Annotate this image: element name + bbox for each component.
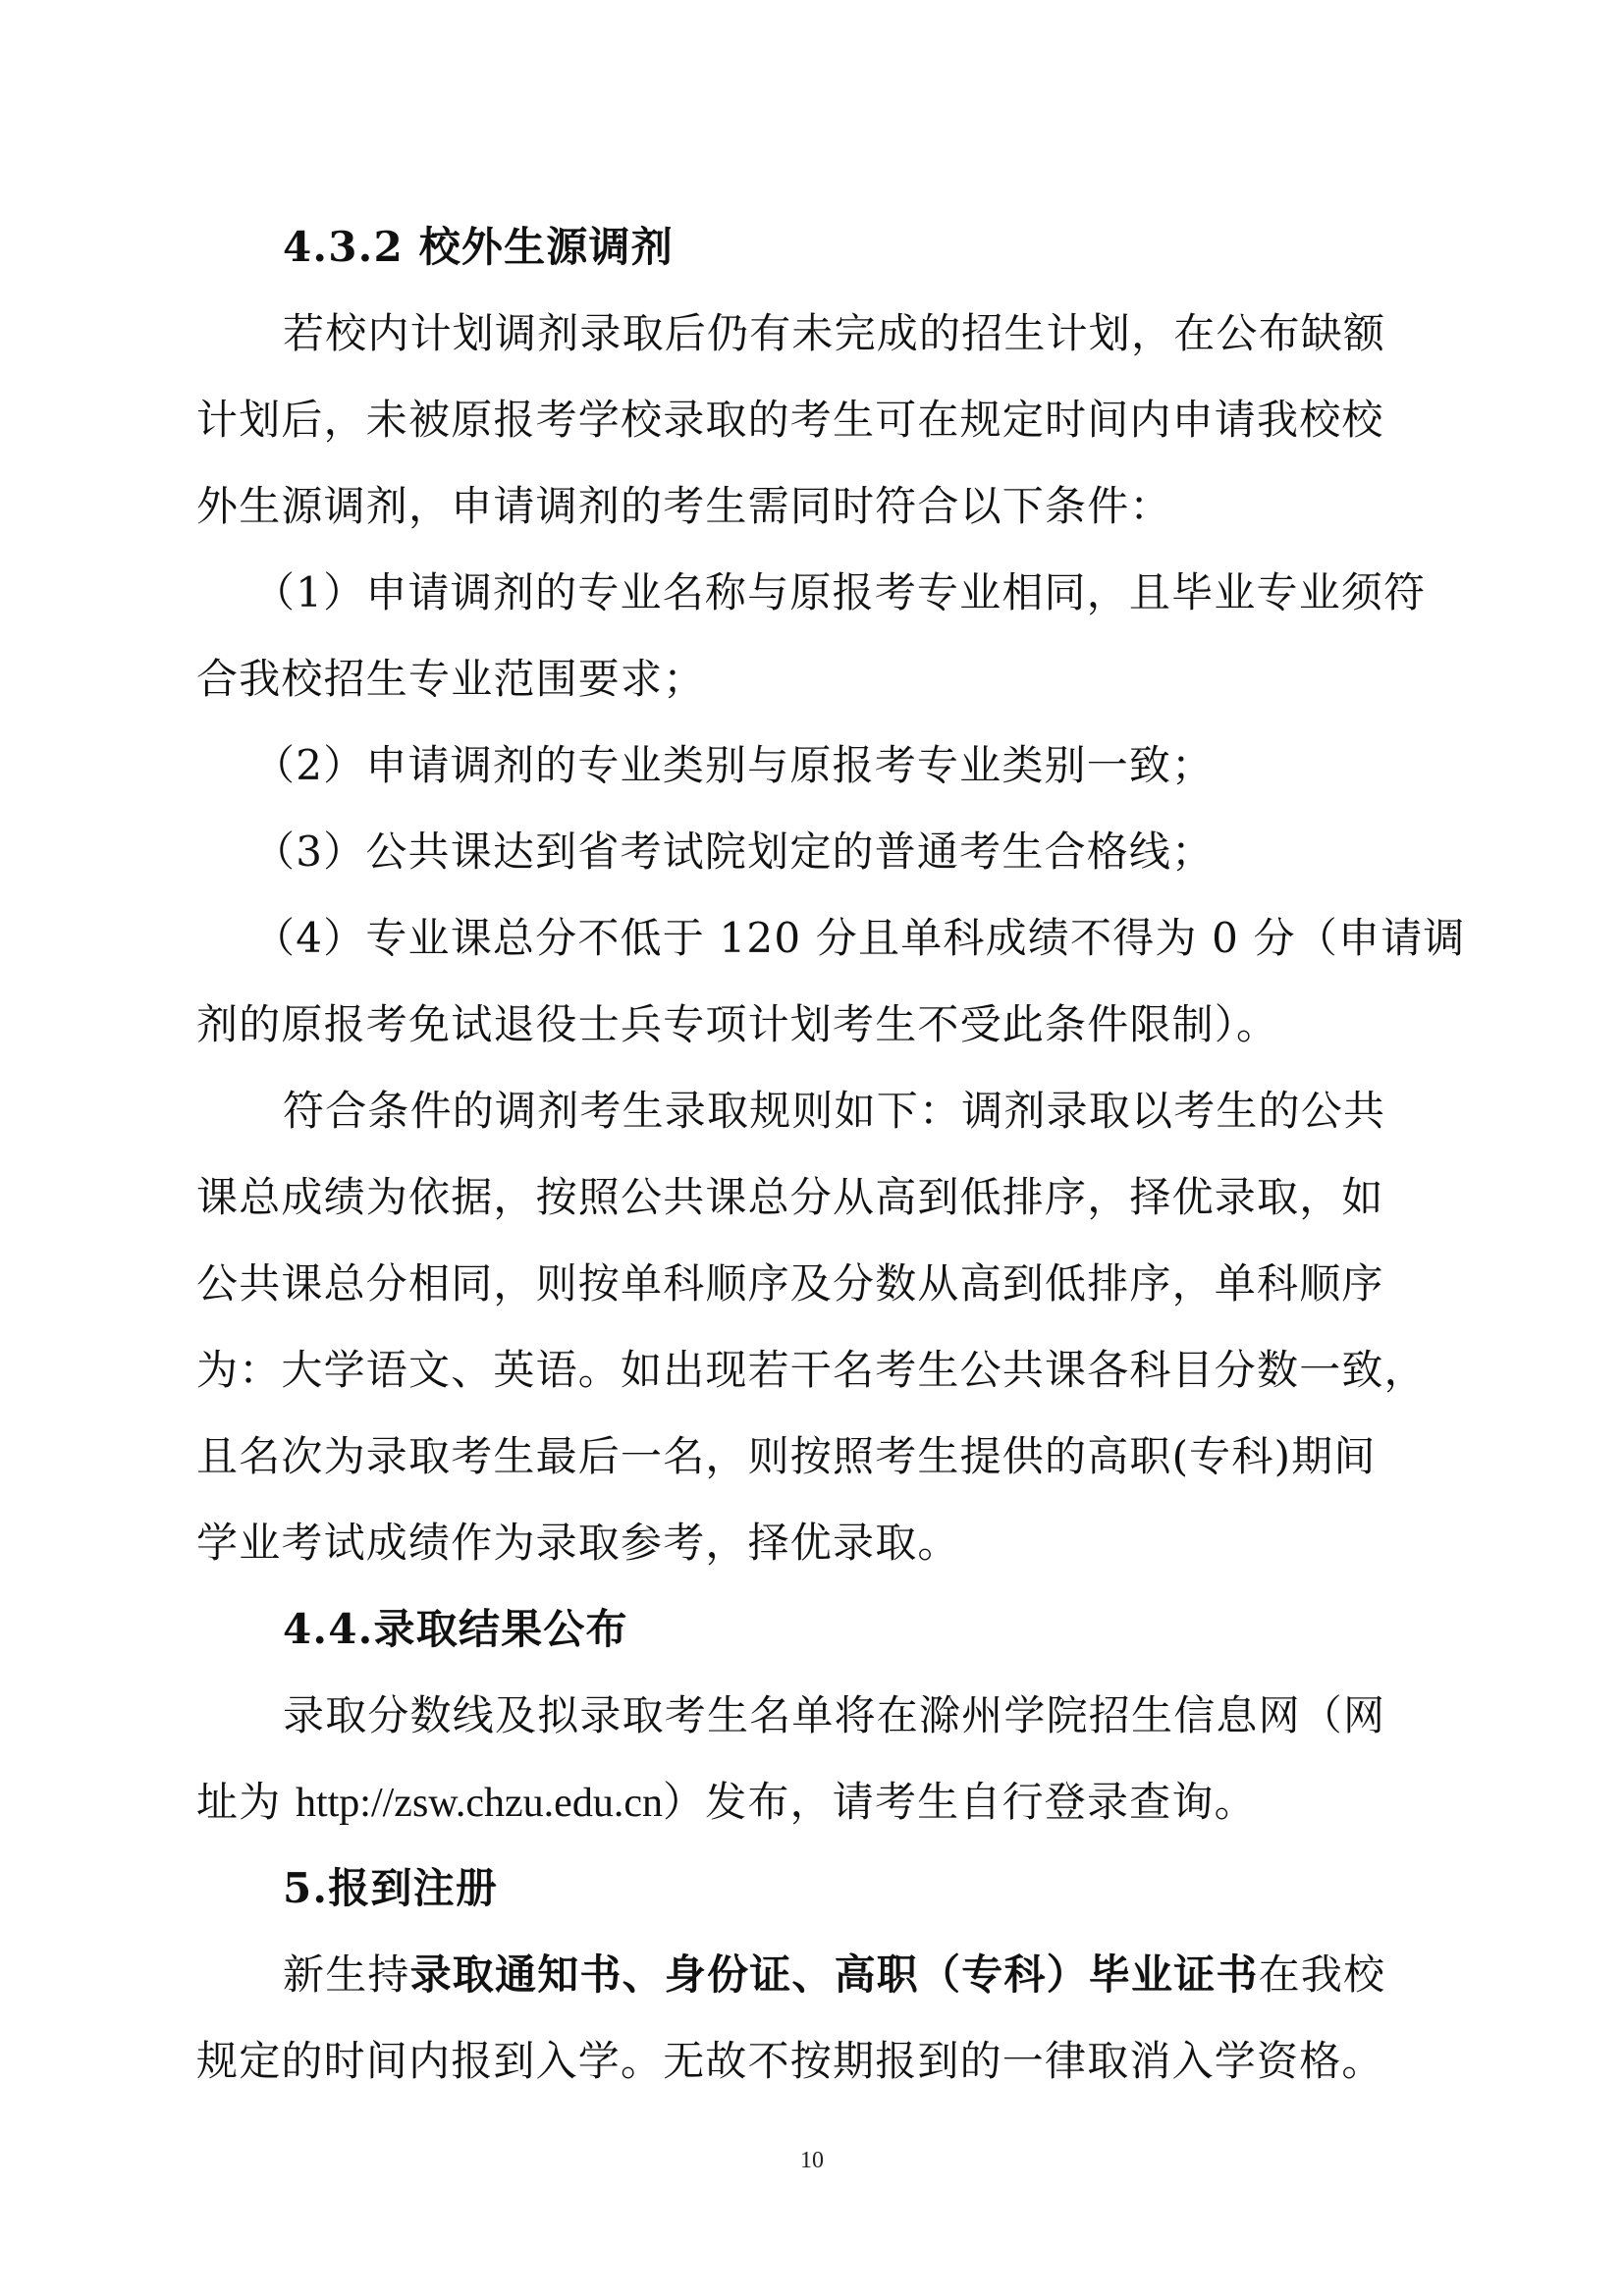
- paragraph-line: （1）申请调剂的专业名称与原报考专业相同，且毕业专业须符: [253, 568, 1427, 616]
- paragraph-line: 剂的原报考免试退役士兵专项计划考生不受此条件限制）。: [196, 1000, 1279, 1048]
- paragraph-line: 计划后，未被原报考学校录取的考生可在规定时间内申请我校校: [196, 396, 1384, 444]
- text-segment: 址为: [196, 1778, 296, 1826]
- paragraph-line: 规定的时间内报到入学。无故不按期报到的一律取消入学资格。: [196, 2037, 1384, 2085]
- required-documents: 录取通知书、身份证、高职（专科）毕业证书: [409, 1950, 1259, 1999]
- condition-item-2: （2）申请调剂的专业类别与原报考专业类别一致；: [253, 741, 1215, 789]
- paragraph-line: 合我校招生专业范围要求；: [196, 655, 706, 703]
- page-content: [196, 204, 1466, 2105]
- paragraph-line: [196, 1759, 1443, 1845]
- paragraph-registration: [196, 1932, 1443, 2105]
- text-segment: 新生持: [283, 1950, 410, 1999]
- text-segment: ）发布，请考生自行登录查询。: [662, 1778, 1257, 1826]
- website-link[interactable]: http://zsw.chzu.edu.cn: [295, 1781, 663, 1826]
- paragraph-line: 为：大学语文、英语。如出现若干名考生公共课各科目分数一致，: [196, 1346, 1427, 1394]
- paragraph-line: 学业考试成绩作为录取参考，择优录取。: [196, 1519, 960, 1567]
- paragraph-line: [196, 1932, 1443, 2018]
- heading-4-4: 4.4.录取结果公布: [283, 1605, 628, 1653]
- condition-item-4: [196, 895, 1466, 1068]
- paragraph-line: 课总成绩为依据，按照公共课总分从高到低排序，择优录取，如: [196, 1173, 1384, 1221]
- paragraph-line: （4）专业课总分不低于 120 分且单科成绩不得为 0 分（申请调: [253, 914, 1466, 962]
- paragraph-line: 公共课总分相同，则按单科顺序及分数从高到低排序，单科顺序: [196, 1259, 1384, 1308]
- page-number: 10: [800, 2148, 824, 2173]
- paragraph-line: 外生源调剂，申请调剂的考生需同时符合以下条件：: [196, 482, 1172, 530]
- paragraph-line: 若校内计划调剂录取后仍有未完成的招生计划，在公布缺额: [283, 309, 1386, 357]
- condition-item-1: [196, 550, 1443, 722]
- paragraph-line: 符合条件的调剂考生录取规则如下：调剂录取以考生的公共: [283, 1087, 1386, 1135]
- paragraph-line: 录取分数线及拟录取考生名单将在滁州学院招生信息网（网: [283, 1691, 1386, 1739]
- condition-item-3: （3）公共课达到省考试院划定的普通考生合格线；: [253, 828, 1215, 876]
- text-segment: 在我校: [1258, 1950, 1386, 1999]
- heading-4-3-2: 4.3.2 校外生源调剂: [283, 223, 674, 271]
- paragraph-intro: [196, 291, 1443, 550]
- paragraph-admission-rules: [196, 1068, 1443, 1586]
- paragraph-results: [196, 1673, 1443, 1845]
- heading-5: 5.报到注册: [283, 1864, 499, 1912]
- paragraph-line: 且名次为录取考生最后一名，则按照考生提供的高职(专科)期间: [196, 1432, 1377, 1480]
